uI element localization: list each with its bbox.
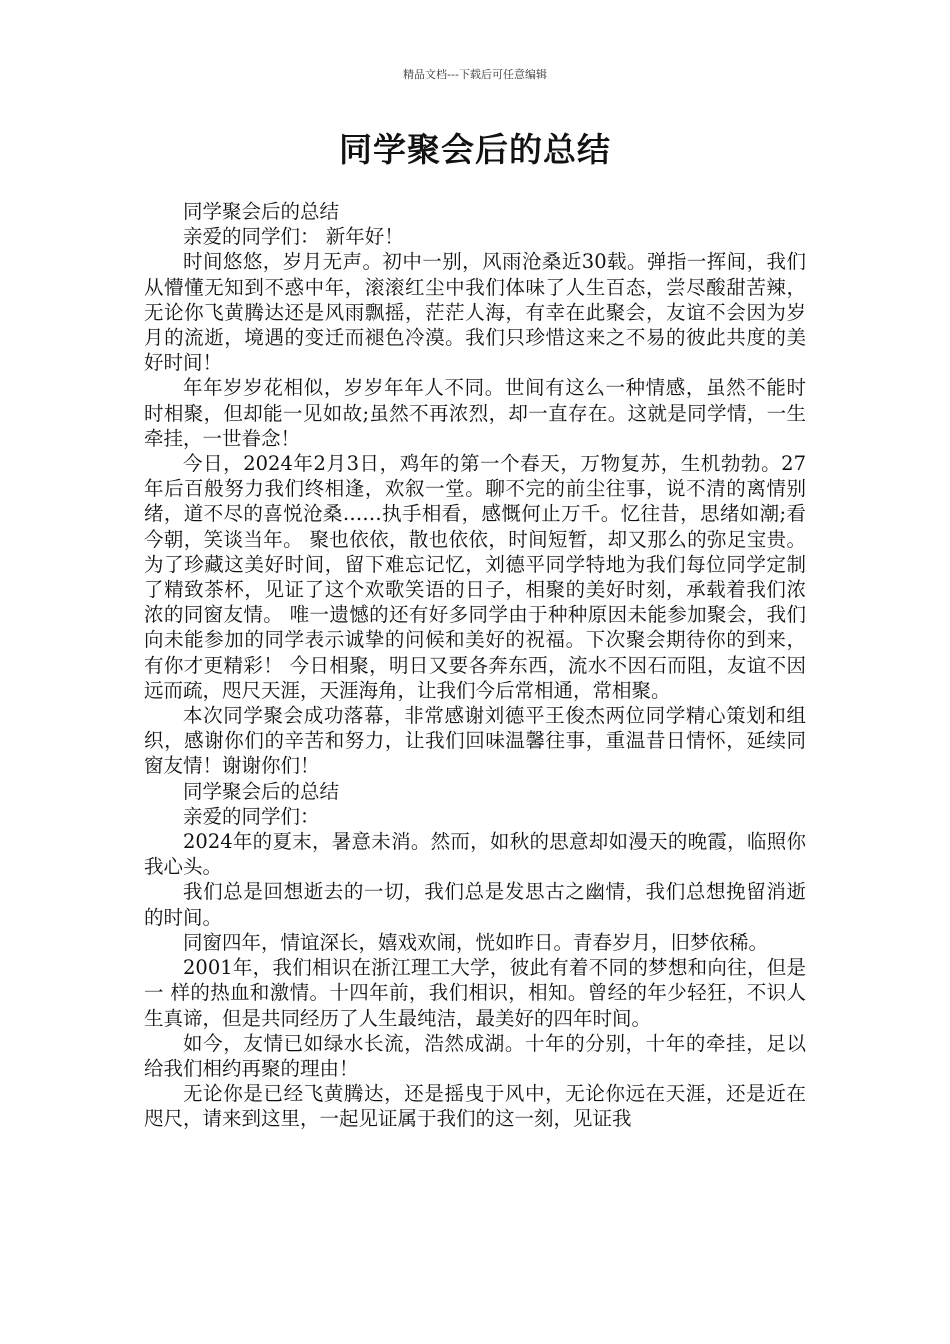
paragraph: 时间悠悠，岁月无声。初中一别，风雨沧桑近30载。弹指一挥间，我们从懵懂无知到不惑中年，滚滚红尘中我们体味了人生百态，尝尽酸甜苦辣，无论你飞黄腾达还是风雨飘摇，茫茫人海，有幸在此聚会，友谊不会因为岁月的流逝，境遇的变迁而褪色冷漠。我们只珍惜这来之不易的彼此共度的美好时间！ xyxy=(144,250,806,375)
paragraph: 同窗四年，情谊深长，嬉戏欢闹，恍如昨日。青春岁月，旧梦依稀。 xyxy=(183,930,769,954)
paragraph: 如今，友情已如绿水长流，浩然成湖。十年的分别，十年的牵挂，足以给我们相约再聚的理由！ xyxy=(144,1031,806,1080)
paragraph: 今日，2024年2月3日，鸡年的第一个春天，万物复苏，生机勃勃。27年后百般努力我们终相逢，欢叙一堂。聊不完的前尘往事，说不清的离情别绪，道不尽的喜悦沧桑……执手相看，感慨何止万千。忆往昔，思绪如潮;看今朝，笑谈当年。 聚也依依，散也依依，时间短暂，却又那么的弥足宝贵。为了珍藏这美好时间，留下难忘记忆，刘德平同学特地为我们每位同学定制了精致茶杯，见证了这个欢歌笑语的日子，相聚的美好时刻，承载着我们浓浓的同窗友情。 唯一遗憾的还有好多同学由于种种原因未能参加聚会，我们向未能参加的同学表示诚挚的问候和美好的祝福。下次聚会期待你的到来，有你才更精彩！ 今日相聚，明日又要各奔东西，流水不因石而阻，友谊不因远而疏，咫尺天涯，天涯海角，让我们今后常相通，常相聚。 xyxy=(144,452,806,702)
paragraph: 2001年，我们相识在浙江理工大学，彼此有着不同的梦想和向往，但是一 样的热血和激情。十四年前，我们相识，相知。曾经的年少轻狂，不识人生真谛，但是共同经历了人生最纯洁，最美好的四年时间。 xyxy=(144,956,806,1030)
document-body xyxy=(144,199,806,1132)
paragraph: 2024年的夏末，暑意未消。然而，如秋的思意却如漫天的晚霞，临照你我心头。 xyxy=(144,830,806,879)
paragraph: 我们总是回想逝去的一切，我们总是发思古之幽情，我们总想挽留消逝的时间。 xyxy=(144,880,806,929)
paragraph: 年年岁岁花相似，岁岁年年人不同。世间有这么一种情感，虽然不能时时相聚，但却能一见如故;虽然不再浓烈，却一直存在。这就是同学情，一生牵挂，一世眷念！ xyxy=(144,376,806,450)
paragraph: 无论你是已经飞黄腾达，还是摇曳于风中，无论你远在天涯，还是近在咫尺，请来到这里，一起见证属于我们的这一刻，见证我 xyxy=(144,1082,806,1131)
paragraph: 亲爱的同学们： xyxy=(183,804,320,828)
paragraph: 同学聚会后的总结 xyxy=(183,779,340,803)
paragraph: 本次同学聚会成功落幕，非常感谢刘德平王俊杰两位同学精心策划和组织，感谢你们的辛苦和努力，让我们回味温馨往事，重温昔日情怀，延续同窗友情！谢谢你们！ xyxy=(144,704,806,778)
header-note: 精品文档---下载后可任意编辑 xyxy=(403,68,547,81)
paragraph: 同学聚会后的总结 xyxy=(183,200,340,223)
document-title: 同学聚会后的总结 xyxy=(339,130,611,169)
paragraph: 亲爱的同学们： 新年好！ xyxy=(183,225,404,249)
